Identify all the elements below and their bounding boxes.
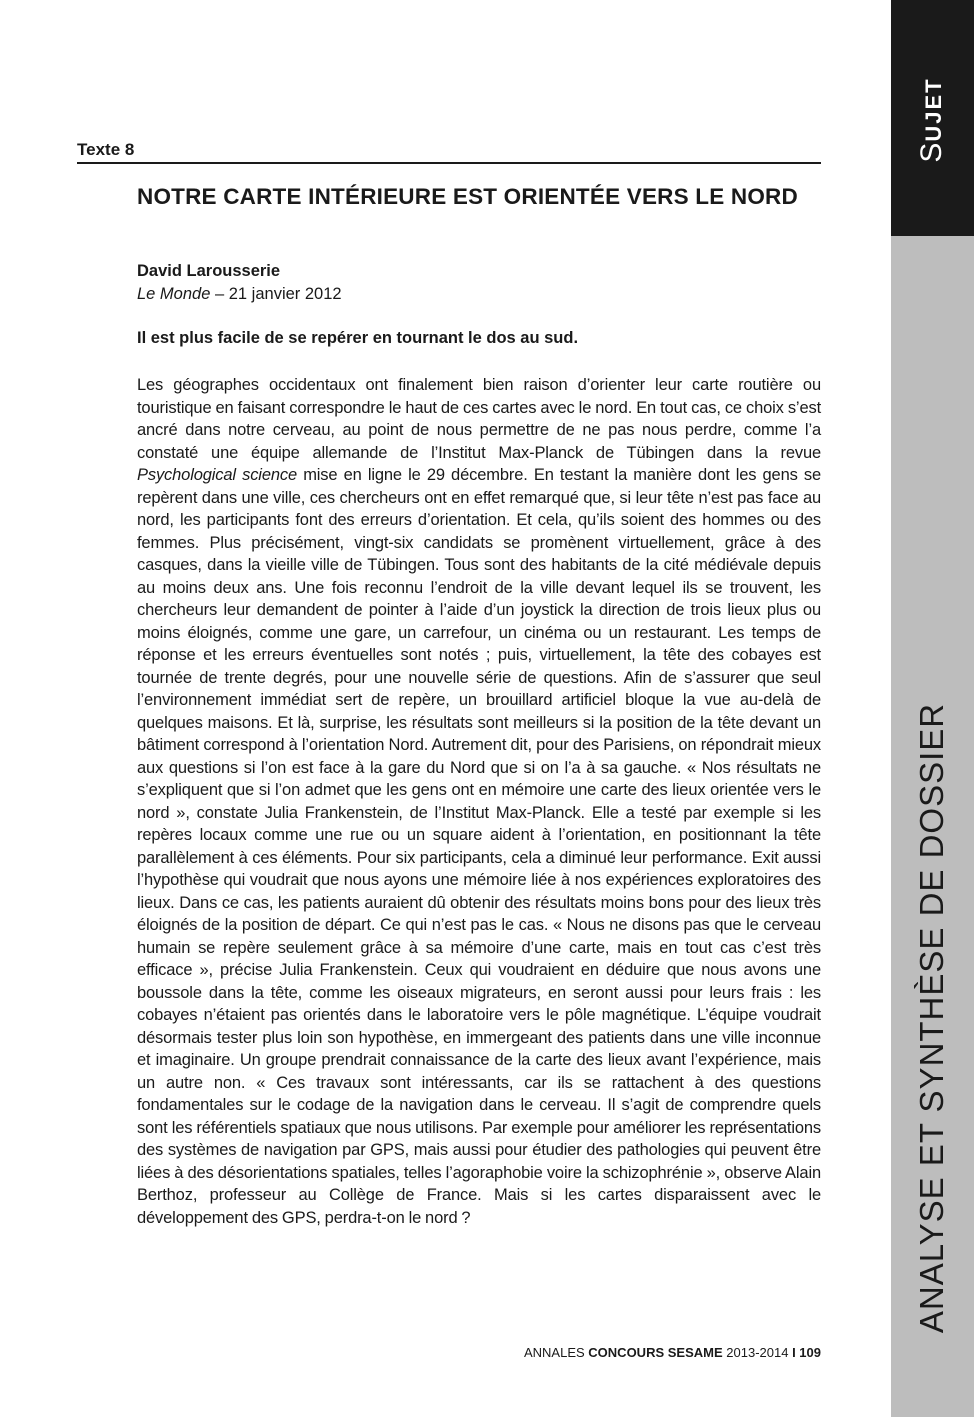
article-source [137, 285, 342, 304]
page-footer [524, 1345, 821, 1360]
footer-page-number: 109 [795, 1345, 821, 1360]
source-publication: Le Monde [137, 285, 211, 303]
sidebar-tab-label [915, 77, 949, 162]
body-part-1: Les géographes occidentaux ont finalement bien raison d’orienter leur carte routière ou touristique en faisant correspondre le haut de ces cartes avec le nord. En tout cas, ce choix s’est ancré dans notre cerveau, au point de nous permettre de ne pas nous perdre, comme l’a constaté une équipe allemande de l’Institut Max-Planck de Tübingen dans la revue [137, 376, 821, 462]
body-part-2: mise en ligne le 29 décembre. En testant la manière dont les gens se repèrent dans une ville, ces chercheurs ont en effet remarqué que, si leur tête n’est pas face au nord, les participants font des erreurs d’orientation. Et cela, qu’ils soient des hommes ou des femmes. Plus précisément, vingt-six candidats se promènent virtuellement, grâce à des casques, dans la vieille ville de Tübingen. Tous sont des habitants de la cité médiévale depuis au moins deux ans. Une fois reconnu l’endroit de la ville devant lequel ils se trouvent, les chercheurs leur demandent de pointer à l’aide d’un joystick la direction de trois lieux plus ou moins éloignés, comme une gare, un carrefour, un cinéma ou un restaurant. Les temps de réponse et les erreurs éventuelles sont notés ; puis, virtuellement, la tête des cobayes est tournée de trente degrés, pour une nouvelle série de questions. Afin de s’assurer que seul l’environnement immédiat sert de repère, un brouillard artificiel bloque la vue au-delà de quelques maisons. Et là, surprise, les résultats sont meilleurs si la position de la tête devant un bâtiment correspond à l’orientation Nord. Autrement dit, pour des Parisiens, on répondrait mieux aux questions si l’on est face à la gare du Nord que si on l’a à sa gauche. « Nos résultats ne s’expliquent que si l’on admet que les gens ont en mémoire une carte des lieux orientée vers le nord », constate Julia Frankenstein, de l’Institut Max-Planck. Elle a testé par exemple si les repères locaux comme une rue ou un square aident à l’orientation, en positionnant la tête parallèlement à ces éléments. Pour six participants, cela a diminué leur performance. Exit aussi l’hypothèse qui voudrait que nous ayons une mémoire liée à nos expériences exploratoires des lieux. Dans ce cas, les patients auraient dû obtenir des résultats moins bons pour des lieux très éloignés de la position de départ. Ce qui n’est pas le cas. « Nous ne disons pas que le cerveau humain se repère seulement grâce à sa mémoire d’une carte, mais en tout cas c’est très efficace », précise Julia Frankenstein. Ceux qui voudraient en déduire que nous avons une boussole dans la tête, comme les oiseaux migrateurs, en seront aussi pour leurs frais : les cobayes n’étaient pas orientés dans le laboratoire vers le pôle magnétique. L’équipe voudrait désormais tester plus loin son hypothèse, en immergeant des patients dans une ville inconnue et imaginaire. Un groupe prendrait connaissance de la carte des lieux avant l’expérience, mais un autre non. « Ces travaux sont intéressants, car ils se rattachent à des questions fondamentales sur le codage de la navigation dans le cerveau. Il s’agit de comprendre quels sont les référentiels spatiaux que nous utilisons. Par exemple pour améliorer les représentations des systèmes de navigation par GPS, mais aussi pour étudier des pathologies qui peuvent être liées à des désorientations spatiales, telles l’agoraphobie voire la schizophrénie », observe Alain Berthoz, professeur au Collège de France. Mais si les cartes disparaissent avec le développement des GPS, perdra-t-on le nord ? [137, 466, 821, 1227]
source-date: – 21 janvier 2012 [210, 285, 342, 303]
footer-separator: I [792, 1345, 796, 1360]
text-number-label: Texte 8 [77, 140, 135, 159]
footer-brand: CONCOURS SESAME [588, 1345, 723, 1360]
sidebar-tab-label-initial: S [915, 141, 948, 163]
footer-prefix: ANNALES [523, 1345, 589, 1360]
header-rule [77, 162, 821, 164]
article-body [137, 374, 821, 1229]
article-title: NOTRE CARTE INTÉRIEURE EST ORIENTÉE VERS LE NORD [137, 184, 798, 209]
article-author: David Larousserie [137, 262, 281, 280]
sidebar-tab-label-rest: UJET [921, 77, 946, 142]
article-lead: Il est plus facile de se repérer en tournant le dos au sud. [137, 329, 579, 347]
footer-years: 2013-2014 [722, 1345, 793, 1360]
body-journal-name: Psychological science [137, 466, 298, 484]
sidebar-section-label: ANALYSE ET SYNTHÈSE DE DOSSIER [913, 702, 950, 1334]
